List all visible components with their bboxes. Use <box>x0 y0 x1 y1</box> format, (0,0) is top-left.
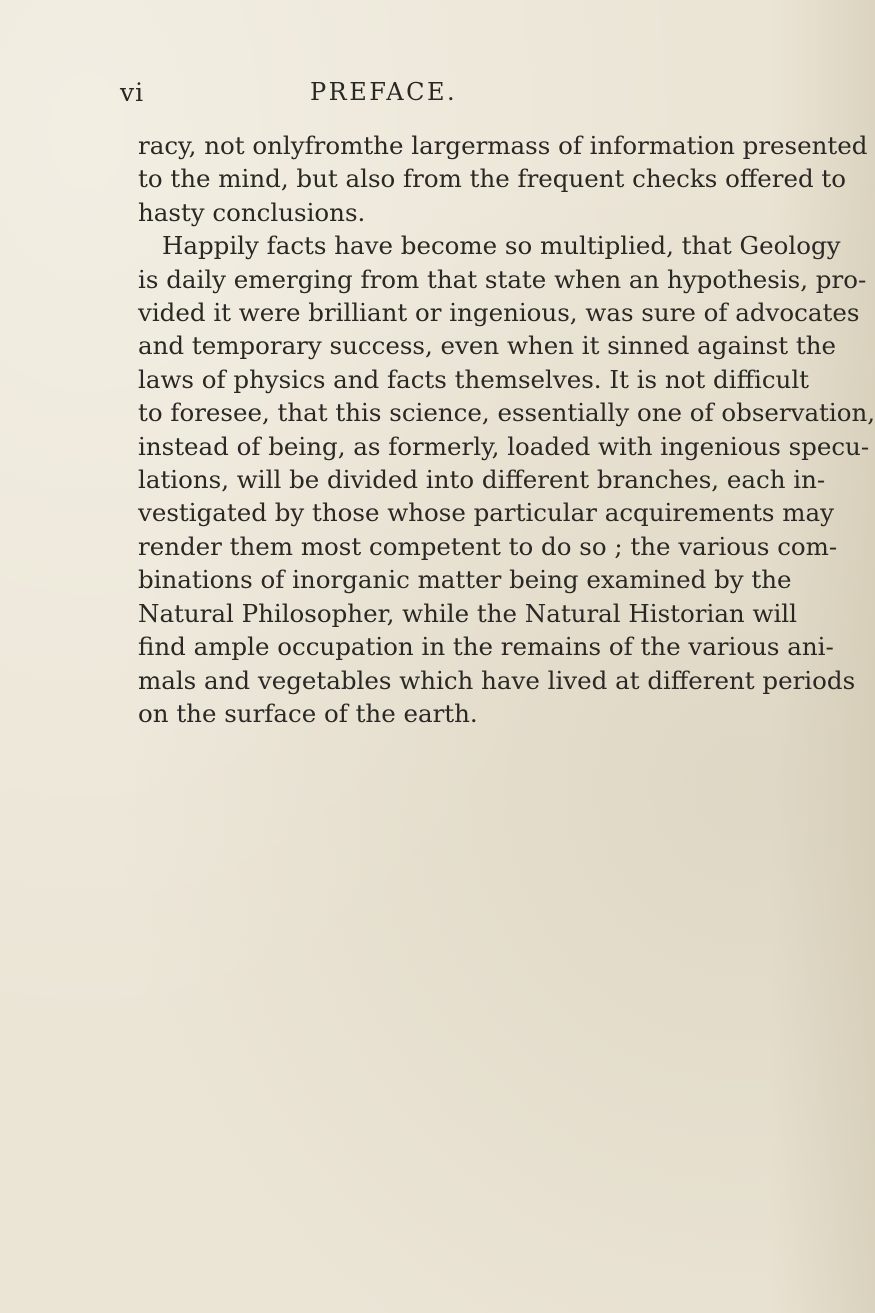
page-number: vi <box>120 78 145 107</box>
text-line: vided it were brilliant or ingenious, was sure of advocates <box>138 298 860 328</box>
body-text <box>138 129 875 730</box>
text-line: laws of physics and facts themselves. It is not difficult <box>138 364 809 394</box>
running-title: PREFACE. <box>310 78 458 106</box>
paragraph-1 <box>138 129 868 229</box>
text-line: and temporary success, even when it sinned against the <box>138 331 837 361</box>
text-line: lations, will be divided into different branches, each in- <box>138 465 826 495</box>
text-line: Natural Philosopher, while the Natural Historian will <box>138 598 797 628</box>
text-line: to the mind, but also from the frequent checks offered to <box>138 164 847 194</box>
text-line: render them most competent to do so ; the various com- <box>138 531 838 561</box>
paragraph-2 <box>138 229 875 730</box>
text-line: racy, not onlyfromthe largermass of information presented <box>138 131 868 160</box>
text-line: hasty conclusions. <box>138 197 366 227</box>
text-line: on the surface of the earth. <box>138 698 478 728</box>
text-line: is daily emerging from that state when an hypothesis, pro- <box>138 264 867 294</box>
running-head <box>120 78 780 114</box>
text-line: binations of inorganic matter being examined by the <box>138 565 792 595</box>
text-line: instead of being, as formerly, loaded with ingenious specu- <box>138 431 870 461</box>
text-line: Happily facts have become so multiplied, that Geology <box>162 231 841 261</box>
text-line: to foresee, that this science, essentially one of observation, <box>138 398 875 428</box>
text-line: find ample occupation in the remains of the various ani- <box>138 632 834 662</box>
text-line: vestigated by those whose particular acquirements may <box>138 498 834 528</box>
text-line: mals and vegetables which have lived at different periods <box>138 665 856 695</box>
